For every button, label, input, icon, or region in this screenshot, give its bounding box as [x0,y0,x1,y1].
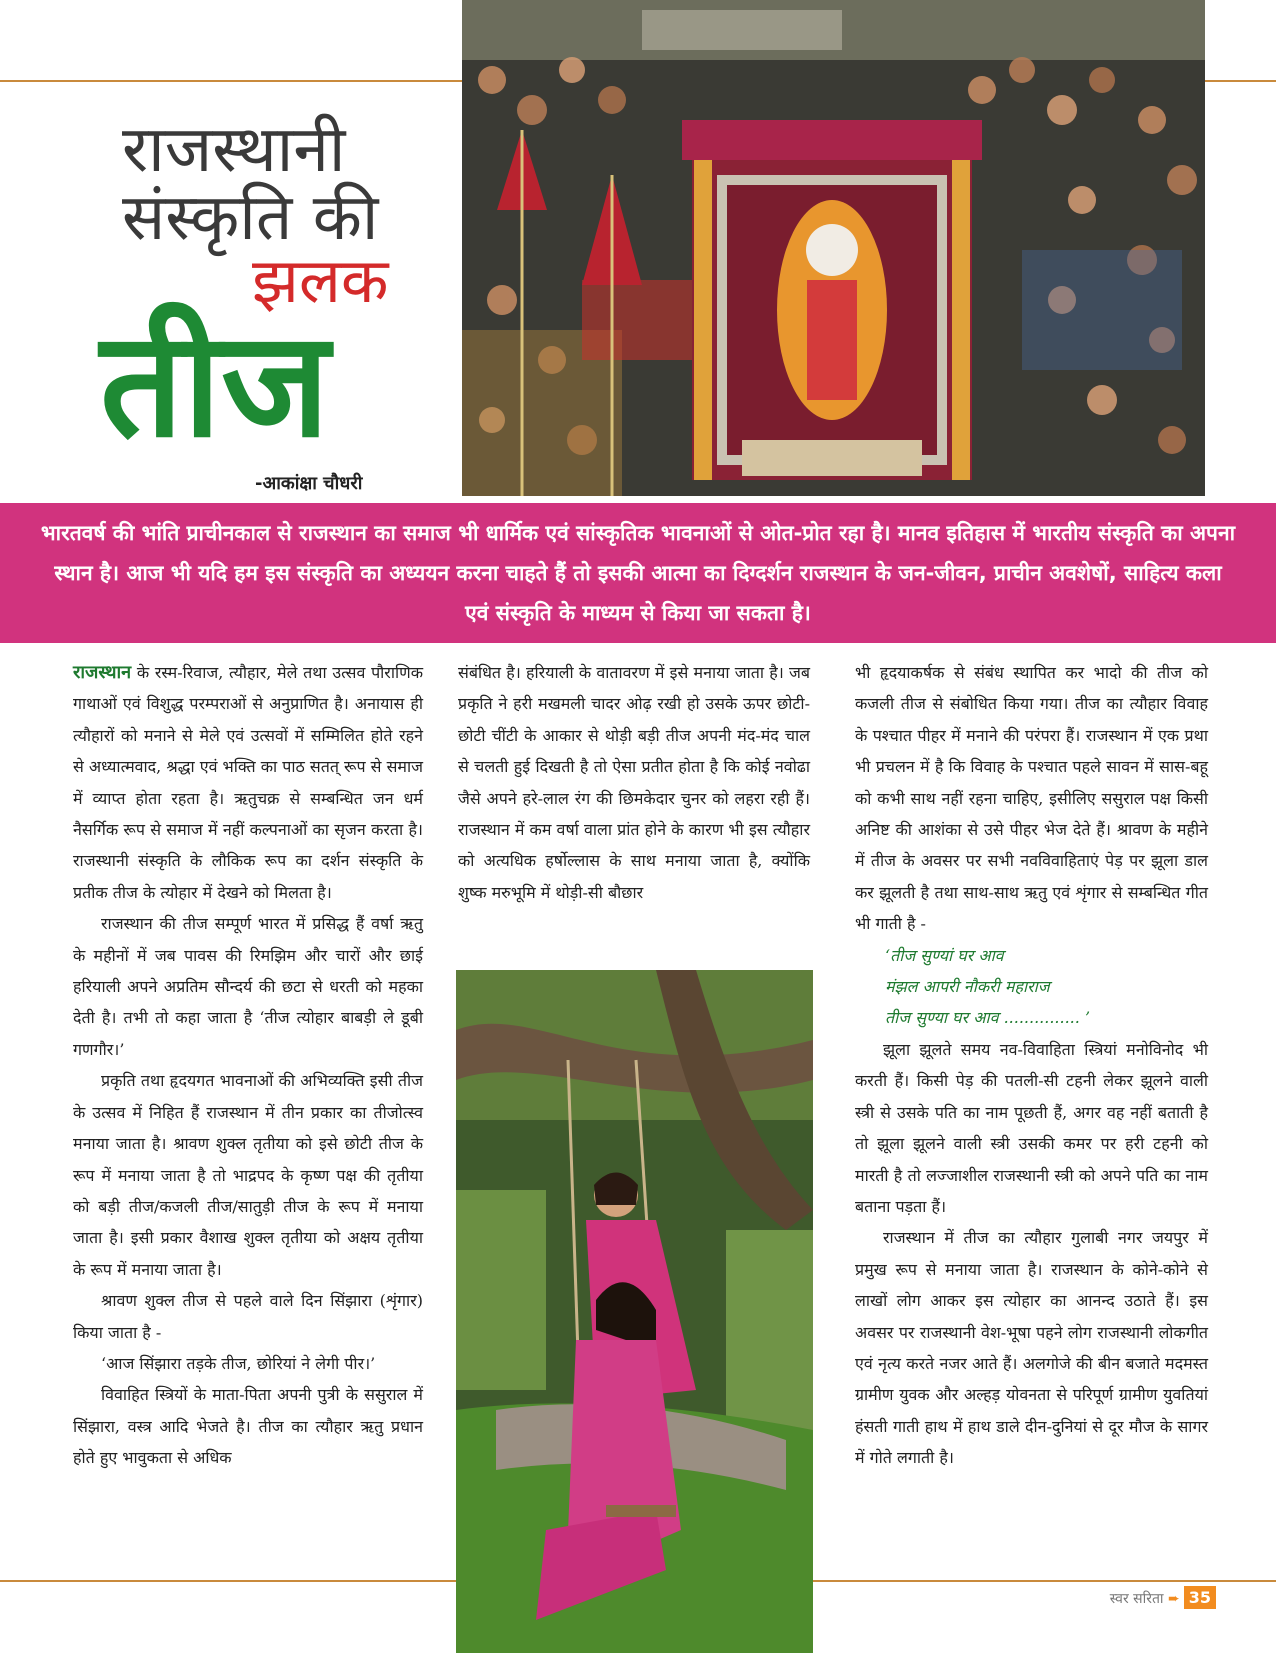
col1-para-1-text: के रस्म-रिवाज, त्यौहार, मेले तथा उत्सव पौराणिक गाथाओं एवं विशुद्ध परम्पराओं से अनुप्राणित है। अनायास ही त्यौहारों को मनाने से मेले एवं उत्सवों में सम्मिलित होते रहने से अध्यात्मवाद, श्रद्धा एवं भक्ति का पाठ सतत् रूप से समाज में व्याप्त होता रहता है। ऋतुचक्र से सम्बन्धित जन धर्म नैसर्गिक रूप से समाज में नहीं कल्पनाओं का सृजन करता है। राजस्थानी संस्कृति के लौकिक रूप का दर्शन संस्कृति के प्रतीक तीज के त्योहार में देखने को मिलता है। [73,663,423,902]
col3-verse-2: मंझल आपरी नौकरी महाराज [885,977,1050,997]
page-footer [1110,1586,1216,1609]
column-2 [458,657,810,908]
col1-para-5: ‘आज सिंझारा तड़के तीज, छोरियां ने लेगी पीर।’ [101,1353,376,1373]
col1-para-1 [73,657,423,908]
col1-para-3: प्रकृति तथा हृदयगत भावनाओं की अभिव्यक्ति इसी तीज के उत्सव में निहित हैं राजस्थान में तीन प्रकार का तीजोत्स्व मनाया जाता है। श्रावण शुक्ल तृतीया को इसे छोटी तीज के रूप में मनाया जाता है तो भाद्रपद के कृष्ण पक्ष की तृतीया को बड़ी तीज/कजली तीज/सातुड़ी तीज के रूप में मनाया जाता है। इसी प्रकार वैशाख शुक्ल तृतीया को अक्षय तृतीया के रूप में मनाया जाता है। [73,1071,423,1279]
bottom-rule-left [0,1580,456,1582]
column-1 [73,657,423,1474]
col3-verse-1: ‘तीज सुण्यां घर आव [885,945,1004,965]
title-line-2: संस्कृति की [122,181,379,255]
arrow-icon: ➨ [1168,1591,1180,1607]
col1-para-6: विवाहित स्त्रियों के माता-पिता अपनी पुत्री के ससुराल में सिंझारा, वस्त्र आदि भेजते है। तीज का त्यौहार ऋतु प्रधान होते हुए भावुकता से अधिक [73,1385,423,1468]
title-big: तीज [100,300,330,470]
intro-band [0,503,1276,643]
author-byline: -आकांक्षा चौधरी [255,473,363,494]
title-line-1: राजस्थानी [122,113,346,187]
col3-verse-3: तीज सुण्या घर आव ............... ’ [885,1008,1091,1028]
top-photo [462,0,1205,496]
page-number: 35 [1184,1586,1216,1609]
column-3 [855,657,1208,1474]
crowd-procession-image [462,0,1205,496]
col3-para-1: भी हृदयाकर्षक से संबंध स्थापित कर भादो की तीज को कजली तीज से संबोधित किया गया। तीज का त्यौहार विवाह के पश्चात पीहर में मनाने की परंपरा हैं। राजस्थान में एक प्रथा भी प्रचलन में है कि विवाह के पश्चात पहले सावन में सास-बहू को कभी साथ नहीं रहना चाहिए, इसीलिए ससुराल पक्ष किसी अनिष्ट की आशंका से उसे पीहर भेज देते हैं। श्रावण के महीने में तीज के अवसर पर सभी नवविवाहिताएं पेड़ पर झूला डाल कर झूलती है तथा साथ-साथ ऋतु एवं शृंगार से सम्बन्धित गीत भी गाती है - [855,663,1208,934]
title-line-3: झलक [252,244,389,317]
bottom-rule-right [813,1580,1276,1582]
col1-para-4: श्रावण शुक्ल तीज से पहले वाले दिन सिंझारा (शृंगार) किया जाता है - [73,1291,423,1342]
lead-word: राजस्थान [73,662,132,683]
col3-para-3: राजस्थान में तीज का त्यौहार गुलाबी नगर जयपुर में प्रमुख रूप से मनाया जाता है। राजस्थान के कोने-कोने से लाखों लोग आकर इस त्योहार का आनन्द उठाते हैं। इस अवसर पर राजस्थानी वेश-भूषा पहने लोग राजस्थानी लोकगीत एवं नृत्य करते नजर आते हैं। अलगोजे की बीन बजाते मदमस्त ग्रामीण युवक और अल्हड़ योवनता से परिपूर्ण ग्रामीण युवतियां हंसती गाती हाथ में हाथ डाले दीन-दुनियां से दूर मौज के सागर में गोते लगाती है। [855,1228,1208,1468]
swing-photo [456,970,813,1653]
magazine-name: स्वर सरिता [1109,1591,1164,1607]
col1-para-2: राजस्थान की तीज सम्पूर्ण भारत में प्रसिद्ध हैं वर्षा ऋतु के महीनों में जब पावस की रिमझिम और चारों और छाई हरियाली अपने अप्रतिम सौन्दर्य की छटा से धरती को महका देती है। तभी तो कहा जाता है ‘तीज त्योहार बाबड़ी ले डूबी गणगौर।’ [73,914,423,1059]
top-rule-right [1205,80,1276,82]
women-on-swing-image [456,970,813,1653]
top-rule-left [0,80,462,82]
col2-para-1: संबंधित है। हरियाली के वातावरण में इसे मनाया जाता है। जब प्रकृति ने हरी मखमली चादर ओढ़ रखी हो उसके ऊपर छोटी-छोटी चींटी के आकार से थोड़ी बड़ी तीज अपनी मंद-मंद चाल से चलती हुई दिखती है तो ऐसा प्रतीत होता है कि कोई नवोढा जैसे अपने हरे-लाल रंग की छिमकेदार चुनर को लहरा रही हैं। राजस्थान में कम वर्षा वाला प्रांत होने के कारण भी इस त्यौहार को अत्यधिक हर्षोल्लास के साथ मनाया जाता है, क्योंकि शुष्क मरुभूमि में थोड़ी-सी बौछार [458,663,810,902]
intro-text: भारतवर्ष की भांति प्राचीनकाल से राजस्थान का समाज भी धार्मिक एवं सांस्कृतिक भावनाओं से ओत-प्रोत रहा है। मानव इतिहास में भारतीय संस्कृति का अपना स्थान है। आज भी यदि हम इस संस्कृति का अध्ययन करना चाहते हैं तो इसकी आत्मा का दिग्दर्शन राजस्थान के जन-जीवन, प्राचीन अवशेषों, साहित्य कला एवं संस्कृति के माध्यम से किया जा सकता है। [40,521,1236,625]
col3-para-2: झूला झूलते समय नव-विवाहिता स्त्रियां मनोविनोद भी करती हैं। किसी पेड़ की पतली-सी टहनी लेकर झूलने वाली स्त्री से उसके पति का नाम पूछती हैं, अगर वह नहीं बताती है तो झूला झूलने वाली स्त्री उसकी कमर पर हरी टहनी को मारती है तो लज्जाशील राजस्थानी स्त्री को अपने पति का नाम बताना पड़ता हैं। [855,1039,1208,1216]
